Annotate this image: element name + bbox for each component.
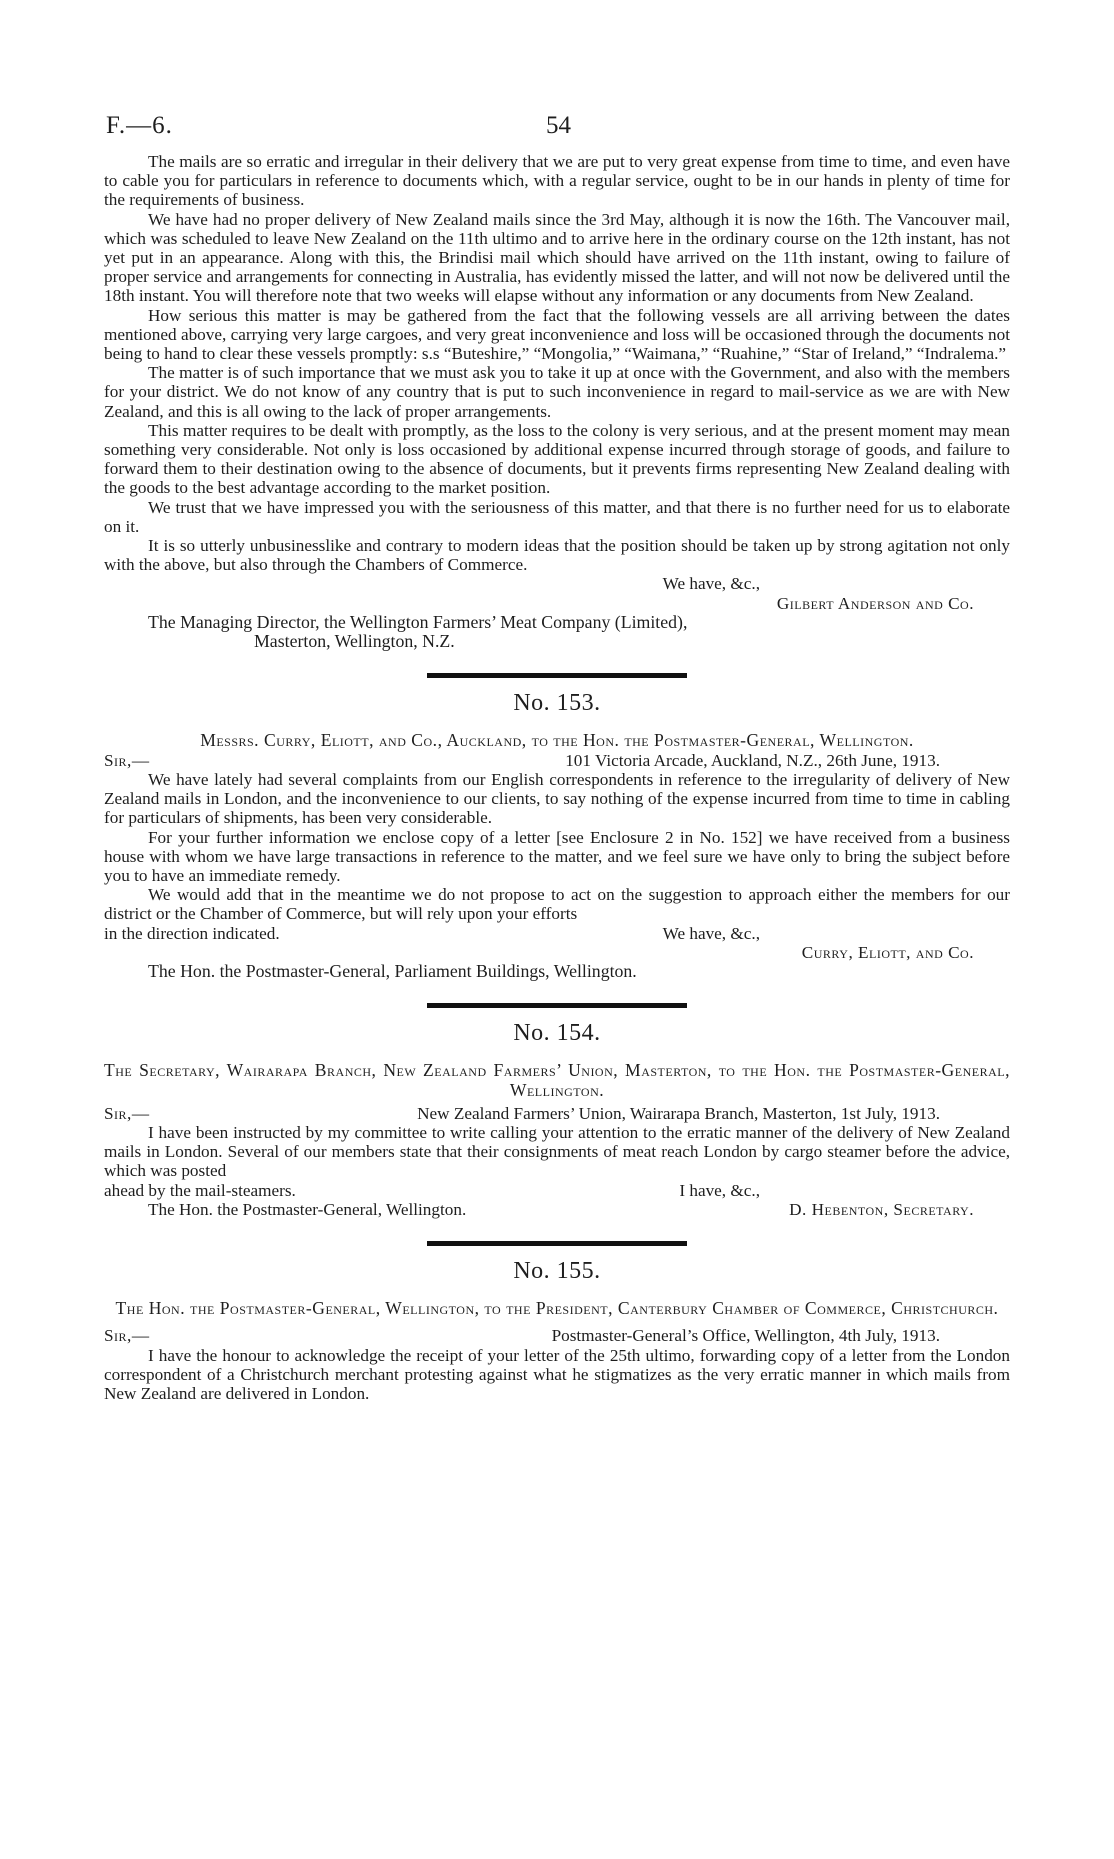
letter-paragraph: We have had no proper delivery of New Zealand mails since the 3rd May, although it is now the 16th. The Vancouver mail, which was scheduled to leave New Zealand on the 11th ultimo and to arrive here in the ordinary course on the 12th instant, has not yet put in an appearance. Along with this, the Brindisi mail which should have arrived on the 11th instant, owing to failure of proper service and arrangements for connecting in Australia, has evidently missed the latter, and will not now be delivered until the 18th instant. You will therefore note that two weeks will elapse without any information or any documents from New Zealand. bbox=[104, 209, 1010, 306]
letter-gilbert-anderson bbox=[104, 152, 1010, 651]
letter-no-154 bbox=[104, 1020, 1010, 1219]
letter-last-line: in the direction indicated. bbox=[104, 923, 280, 943]
letter-number: No. 153. bbox=[513, 690, 601, 717]
letter-last-line: ahead by the mail-steamers. bbox=[104, 1180, 296, 1200]
letter-paragraph: For your further information we enclose copy of a letter [see Enclosure 2 in No. 152] we have received from a business house with whom we have large transactions in reference to the matter, and we feel sure we have only to bring the subject before you to have an immediate remedy. bbox=[104, 827, 1010, 885]
salutation-row bbox=[104, 751, 1010, 770]
letter-paragraph: The mails are so erratic and irregular in their delivery that we are put to very great expense from time to time, and even have to cable you for particulars in reference to documents which, with a regular service, ought to be in our hands in plenty of time for the requirements of business. bbox=[104, 152, 1010, 210]
letter-paragraph: I have the honour to acknowledge the receipt of your letter of the 25th ultimo, forwarding copy of a letter from the London correspondent of a Christchurch merchant protesting against what he stigmatizes as the very erratic manner in which mails from New Zealand are delivered in London. bbox=[104, 1345, 1010, 1403]
page-content bbox=[104, 152, 1010, 1403]
letter-number: No. 155. bbox=[513, 1257, 601, 1284]
document-reference: F.—6. bbox=[106, 112, 173, 139]
section-divider bbox=[427, 673, 687, 678]
letter-paragraph: I have been instructed by my committee to write calling your attention to the erratic manner of the delivery of New Zealand mails in London. Several of our members state that their consignments of meat reach London by cargo steamer before the advice, which was posted bbox=[104, 1122, 1010, 1181]
letter-paragraph: It is so utterly unbusinesslike and contrary to modern ideas that the position should be taken up by strong agitation not only with the above, but also through the Chambers of Commerce. bbox=[104, 536, 1010, 575]
letter-signoff: I have, &c., bbox=[679, 1180, 760, 1200]
letter-paragraph: We trust that we have impressed you with the seriousness of this matter, and that there is no further need for us to elaborate on it. bbox=[104, 497, 1010, 536]
letter-paragraph: How serious this matter is may be gathered from the fact that the following vessels are all arriving between the dates mentioned above, carrying very large cargoes, and very great inconvenience and loss will be occasioned through the documents not being to hand to clear these vessels promptly: s.s “Buteshire,” “Mongolia,” “Waimana,” “Ruahine,” “Star of Ireland,” “Indralema.” bbox=[104, 305, 1010, 364]
sender-address: New Zealand Farmers’ Union, Wairarapa Branch, Masterton, 1st July, 1913. bbox=[417, 1103, 940, 1123]
letter-paragraph: This matter requires to be dealt with promptly, as the loss to the colony is very serious, and at the present moment may mean something very considerable. Not only is loss occasioned by additional expense incurred through storage of goods, and failure to forward them to their destination owing to the absence of documents, but it prevents firms representing New Zealand dealing with the goods to the best advantage according to the market position. bbox=[104, 420, 1010, 498]
addressee-row bbox=[104, 1200, 1010, 1219]
salutation-row bbox=[104, 1326, 1010, 1345]
letter-addressee: The Hon. the Postmaster-General, Wellington. bbox=[148, 1199, 467, 1219]
closing-row bbox=[104, 1181, 1010, 1200]
letter-paragraph: We would add that in the meantime we do not propose to act on the suggestion to approach either the members for our district or the Chamber of Commerce, but will rely upon your efforts bbox=[104, 885, 1010, 924]
sender-address: 101 Victoria Arcade, Auckland, N.Z., 26th June, 1913. bbox=[565, 750, 940, 770]
salutation-row bbox=[104, 1104, 1010, 1123]
salutation: Sir,— bbox=[104, 1103, 150, 1123]
letter-signer: Gilbert Anderson and Co. bbox=[776, 593, 974, 613]
sender-address: Postmaster-General’s Office, Wellington, 4th July, 1913. bbox=[551, 1326, 940, 1346]
letter-paragraph: The matter is of such importance that we must ask you to take it up at once with the Government, and also with the members for your district. We do not know of any country that is put to such inconvenience in regard to mail-service as we are with New Zealand, and this is all owing to the lack of proper arrangements. bbox=[104, 363, 1010, 421]
section-divider bbox=[427, 1003, 687, 1008]
salutation: Sir,— bbox=[104, 750, 150, 770]
letter-signer: D. Hebenton, Secretary. bbox=[789, 1199, 974, 1219]
letter-heading: Messrs. Curry, Eliott, and Co., Auckland, to the Hon. the Postmaster-General, Wellington. bbox=[200, 730, 914, 751]
letter-signoff: We have, &c., bbox=[662, 574, 760, 594]
letter-addressee-line2: Masterton, Wellington, N.Z. bbox=[254, 631, 455, 652]
closing-row bbox=[104, 924, 1010, 943]
letter-addressee: The Managing Director, the Wellington Farmers’ Meat Company (Limited), bbox=[148, 611, 688, 632]
letter-paragraph: We have lately had several complaints from our English correspondents in reference to the irregularity of delivery of New Zealand mails in London, and the inconvenience to our clients, to say nothing of the expense incurred from time to time in cabling for particulars of shipments, has been very considerable. bbox=[104, 769, 1010, 828]
page-header bbox=[106, 112, 1006, 152]
letter-no-153 bbox=[104, 690, 1010, 981]
letter-no-155 bbox=[104, 1257, 1010, 1403]
letter-heading: The Secretary, Wairarapa Branch, New Zealand Farmers’ Union, Masterton, to the Hon. the Postmaster-General, Wellington. bbox=[104, 1060, 1010, 1100]
letter-heading: The Hon. the Postmaster-General, Wellington, to the President, Canterbury Chamber of Commerce, Christchurch. bbox=[115, 1298, 999, 1319]
letter-number: No. 154. bbox=[513, 1020, 601, 1047]
letter-signoff: We have, &c., bbox=[662, 923, 760, 943]
page-number: 54 bbox=[546, 112, 571, 139]
section-divider bbox=[427, 1241, 687, 1246]
salutation: Sir,— bbox=[104, 1326, 150, 1346]
letter-addressee: The Hon. the Postmaster-General, Parliament Buildings, Wellington. bbox=[148, 960, 637, 981]
letter-signer: Curry, Eliott, and Co. bbox=[801, 942, 974, 962]
